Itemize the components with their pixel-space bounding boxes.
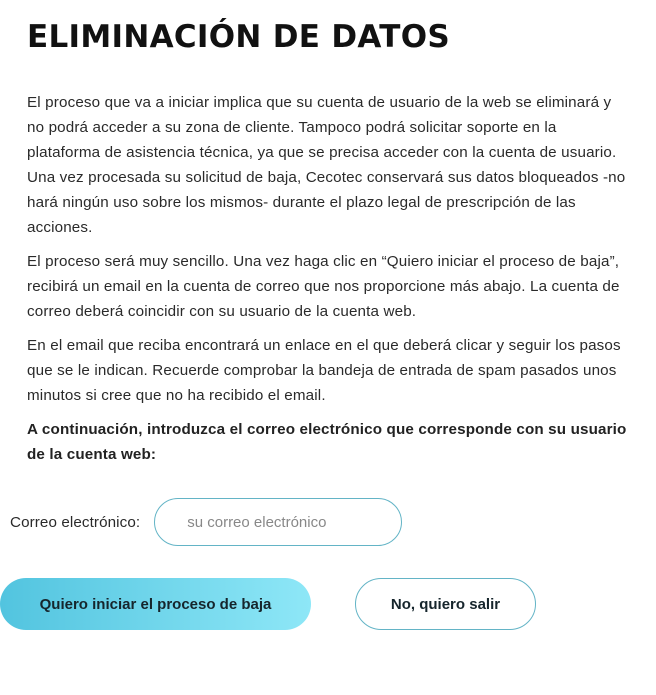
start-deletion-button[interactable]: Quiero iniciar el proceso de baja bbox=[0, 578, 311, 630]
intro-paragraph-3: En el email que reciba encontrará un enlace en el que deberá clicar y seguir los pasos que se le indican. Recuerde comprobar la bandeja de entrada de spam pasados unos minutos si cree que no ha recibido el email. bbox=[27, 337, 621, 404]
data-deletion-page bbox=[27, 16, 632, 476]
email-input[interactable] bbox=[154, 498, 402, 546]
email-form-row bbox=[10, 498, 402, 546]
action-buttons bbox=[0, 578, 536, 630]
intro-paragraph-2: El proceso será muy sencillo. Una vez haga clic en “Quiero iniciar el proceso de baja”, recibirá un email en la cuenta de correo que nos proporcione más abajo. La cuenta de correo deberá coincidir con su usuario de la cuenta web. bbox=[27, 253, 620, 320]
intro-paragraph-1: El proceso que va a iniciar implica que su cuenta de usuario de la web se eliminará y no podrá acceder a su zona de cliente. Tampoco podrá solicitar soporte en la plataforma de asistencia técnica, ya que se precisa acceder con la cuenta de usuario. Una vez procesada su solicitud de baja, Cecotec conservará sus datos bloqueados -no hará ningún uso sobre los mismos- durante el plazo legal de prescripción de las acciones. bbox=[27, 94, 626, 236]
exit-button[interactable]: No, quiero salir bbox=[355, 578, 536, 630]
email-instruction: A continuación, introduzca el correo electrónico que corresponde con su usuario de la cuenta web: bbox=[27, 421, 627, 463]
intro-text bbox=[27, 90, 632, 467]
page-title: ELIMINACIÓN DE DATOS bbox=[27, 19, 451, 55]
email-label: Correo electrónico: bbox=[10, 513, 141, 531]
